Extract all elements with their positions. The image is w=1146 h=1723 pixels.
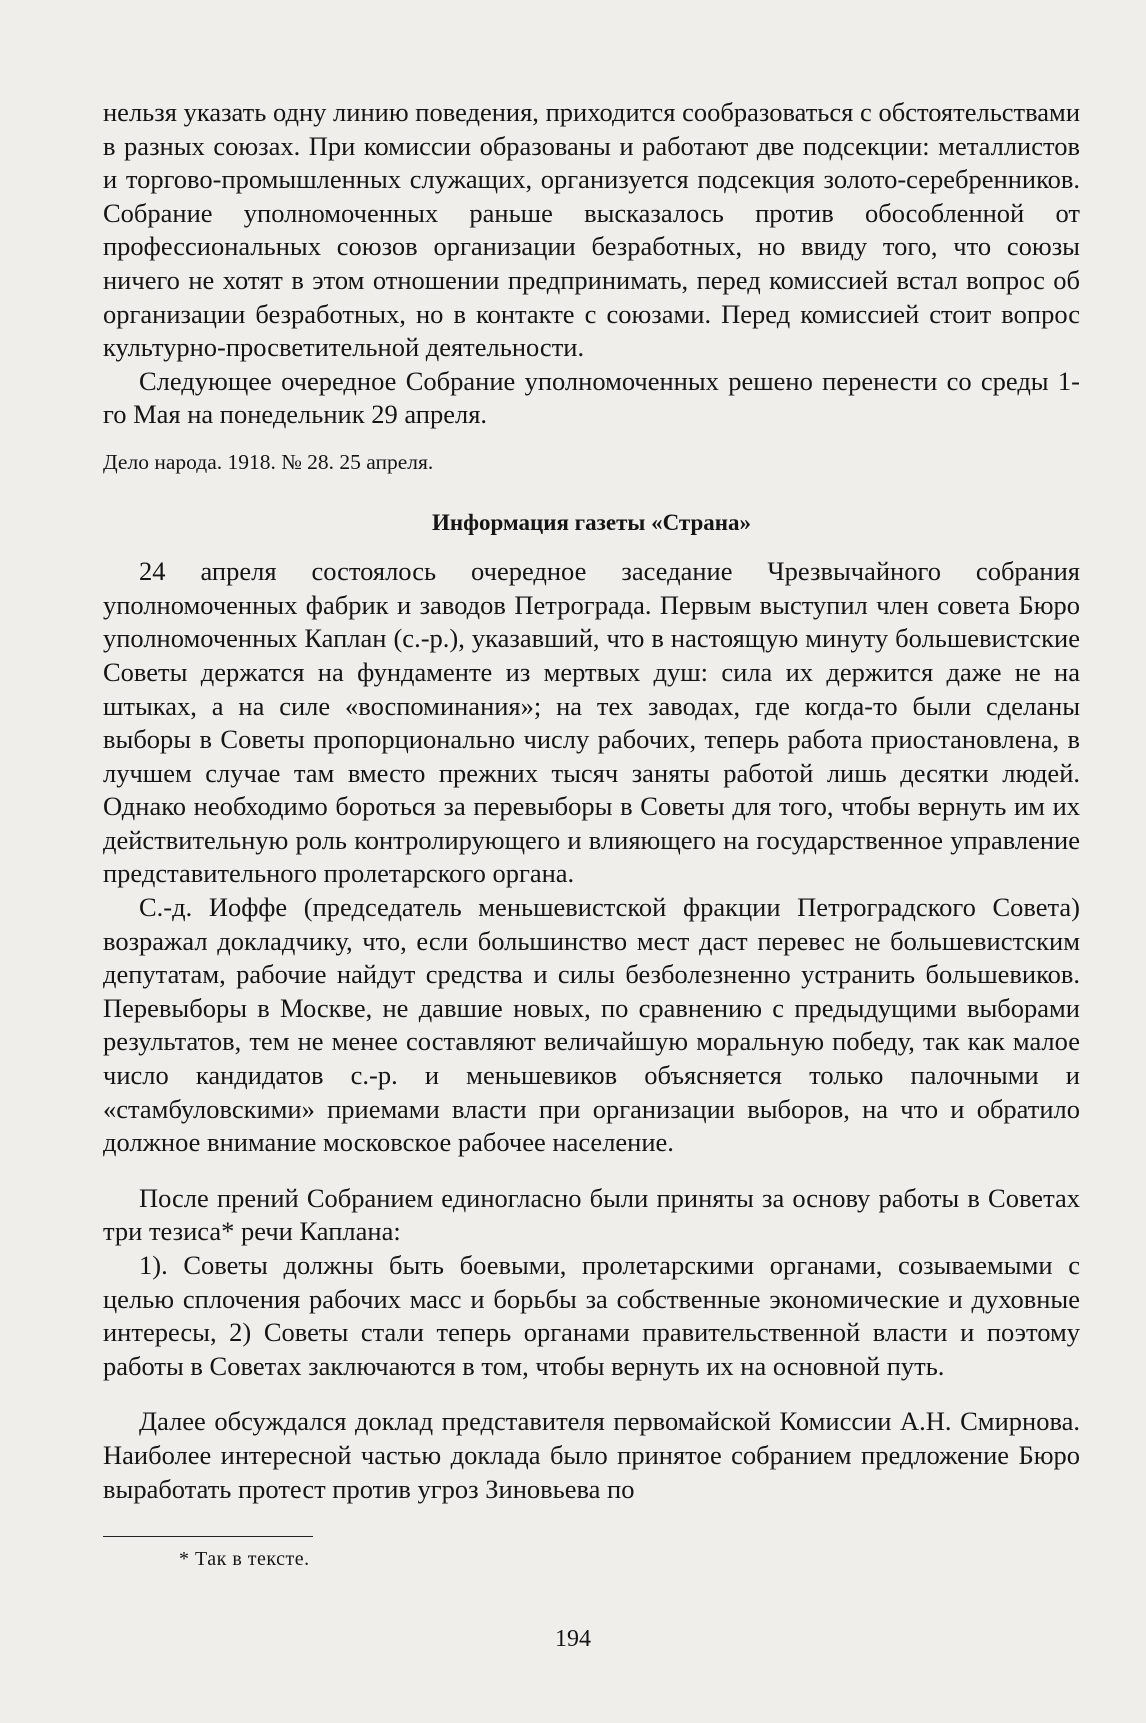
source-citation: Дело народа. 1918. № 28. 25 апреля.	[103, 449, 434, 474]
paragraph-3: 24 апреля состоялось очередное заседание Чрезвычайного собрания уполномоченных фабрик и заводов Петрограда. Первым выступил член совета Бюро уполномоченных Каплан (с.-р.), указавший, что в настоящую минуту большевистские Советы держатся на фундаменте из мертвых душ: сила их держится даже не на штыках, а на силе «воспоминания»; на тех заводах, где когда-то были сделаны выборы в Советы пропорционально числу рабочих, теперь работа приостановлена, в лучшем случае там вместо прежних тысяч заняты работой лишь десятки людей. Однако необходимо бороться за перевыборы в Советы для того, чтобы вернуть им их действительную роль контролирующего и влияющего на государственное управление представительного пролетарского органа.	[103, 556, 1080, 889]
paragraph-5: После прений Собранием единогласно были приняты за основу работы в Советах три тезиса* речи Каплана:	[103, 1182, 1080, 1247]
paragraph-2: Следующее очередное Собрание уполномоченных решено перенести со среды 1-го Мая на понедельник 29 апреля.	[103, 365, 1080, 430]
paragraph-7: Далее обсуждался доклад представителя первомайской Комиссии А.Н. Смирнова. Наиболее интересной частью доклада было принятое собранием предложение Бюро выработать протест против угроз Зиновьева по	[103, 1406, 1080, 1504]
footnote: * Так в тексте.	[179, 1548, 310, 1571]
paragraph-6: 1). Советы должны быть боевыми, пролетарскими органами, созываемыми с целью сплочения рабочих масс и борьбы за собственные экономические и духовные интересы, 2) Советы стали теперь органами правительственной власти и поэтому работы в Советах заключаются в том, чтобы вернуть их на основной путь.	[103, 1250, 1080, 1381]
paragraph-4: С.-д. Иоффе (председатель меньшевистской фракции Петроградского Совета) возражал докладчику, что, если большинство мест даст перевес не большевистским депутатам, рабочие найдут средства и силы безболезненно устранить большевиков. Перевыборы в Москве, не давшие новых, по сравнению с предыдущими выборами результатов, тем не менее составляют величайшую моральную победу, так как малое число кандидатов с.-р. и меньшевиков объясняется только палочными и «стамбуловскими» приемами власти при организации выборов, на что и обратило должное внимание московское рабочее население.	[103, 892, 1080, 1158]
paragraph-1: нельзя указать одну линию поведения, приходится сообразоваться с обстоятельствами в разных союзах. При комиссии образованы и работают две подсекции: металлистов и торгово-промышленных служащих, организуется подсекция золото-серебренников. Собрание уполномоченных раньше высказалось против обособленной от профессиональных союзов организации безработных, но ввиду того, что союзы ничего не хотят в этом отношении предпринимать, перед комиссией встал вопрос об организации безработных, но в контакте с союзами. Перед комиссией стоит вопрос культурно-просветительной деятельности.	[103, 97, 1080, 363]
section-heading: Информация газеты «Страна»	[431, 509, 752, 535]
page-number: 194	[555, 1626, 591, 1652]
footnote-divider	[103, 1536, 313, 1537]
